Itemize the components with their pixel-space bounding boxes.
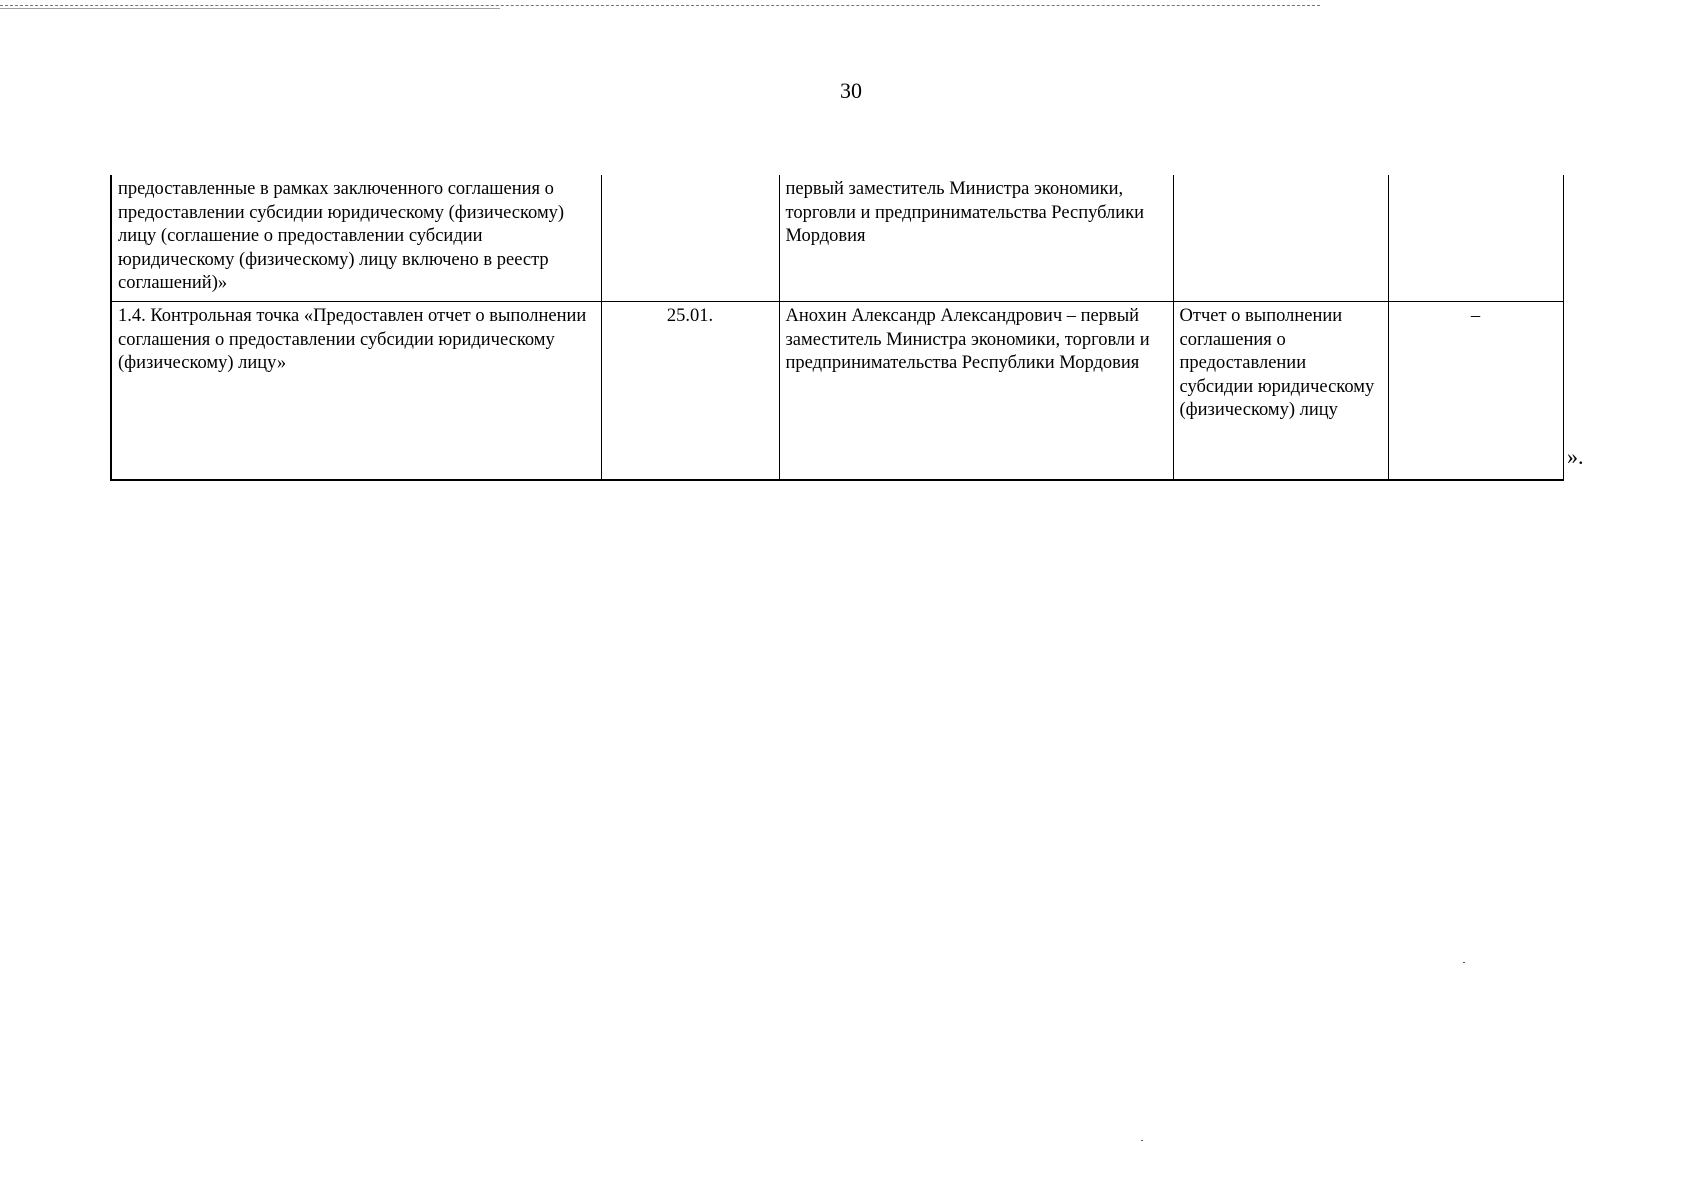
table-cell-description: 1.4. Контрольная точка «Предоставлен отчет о выполнении соглашения о предоставлении субсидии юридическому (физическому) лицу» [111,302,601,481]
table-cell-date [601,175,779,302]
scan-speck [1463,962,1465,963]
table-cell-date: 25.01. [601,302,779,481]
table-row [111,175,1563,302]
table-cell-description: предоставленные в рамках заключенного соглашения о предоставлении субсидии юридическому (физическому) лицу (соглашение о предоставлении субсидии юридическому (физическому) лицу включено в реестр соглашений)» [111,175,601,302]
table-cell-document: Отчет о выполнении соглашения о предоставлении субсидии юридическому (физическому) лицу [1173,302,1388,481]
closing-quote-mark: ». [1567,444,1584,469]
scan-speck [1141,1140,1143,1141]
table-row [111,302,1563,481]
table-cell-note [1388,175,1563,302]
page-number: 30 [840,78,862,103]
table-cell-note: – [1388,302,1563,481]
scan-top-rule-secondary [0,8,500,9]
scan-top-rule [0,5,1320,6]
control-points-table [110,175,1564,481]
table-cell-responsible: первый заместитель Министра экономики, торговли и предпринимательства Республики Мордовия [779,175,1173,302]
table-cell-document [1173,175,1388,302]
table-cell-responsible: Анохин Александр Александрович – первый заместитель Министра экономики, торговли и предпринимательства Республики Мордовия [779,302,1173,481]
